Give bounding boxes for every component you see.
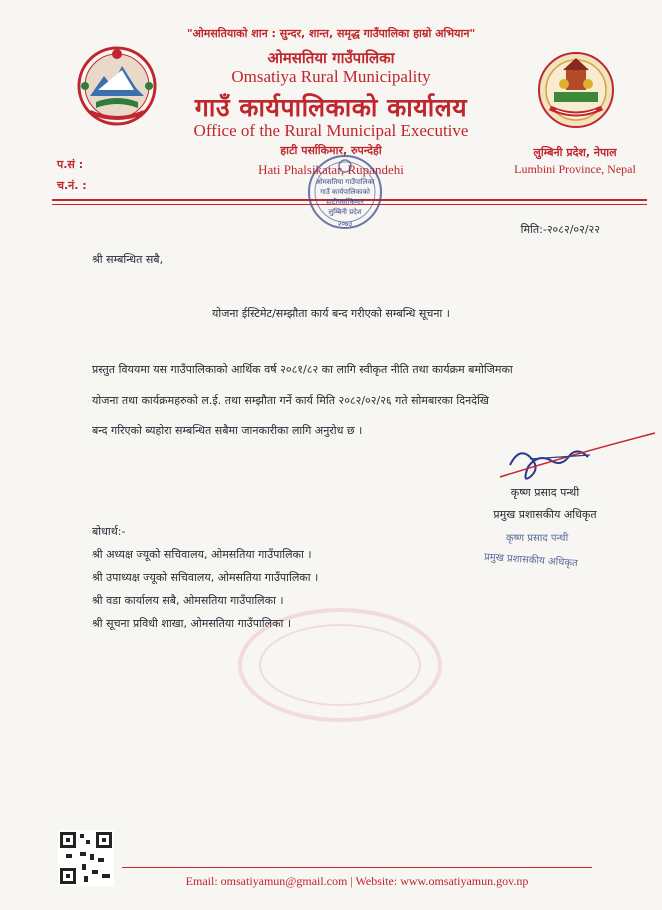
- stamp-line-3: हाटीपर्साकिमार: [326, 198, 364, 206]
- cc-label: बोधार्थ:-: [92, 525, 126, 538]
- letter-date: मिति:-२०८२/०२/२२: [520, 223, 600, 236]
- cc-item: श्री उपाध्यक्ष ज्यूको सचिवालय, ओमसतिया गाउँपालिका ।: [92, 571, 319, 584]
- stamp-line-1: ओमसतिया गाउँपालिका: [315, 178, 375, 186]
- address-english: Hati Phalsikatar, Rupandehi: [258, 162, 404, 177]
- letter-subject: योजना ईस्टिमेट/सम्झौता कार्य बन्द गरीएको सम्बन्धि सूचना ।: [212, 307, 450, 320]
- signatory-name: कृष्ण प्रसाद पन्थी: [510, 486, 580, 499]
- official-stamp: [304, 152, 386, 236]
- signatory-title: प्रमुख प्रशासकीय अधिकृत: [493, 508, 597, 521]
- footer-contact: Email: omsatiyamun@gmail.com | Website: www.omsatiyamun.gov.np: [185, 874, 529, 888]
- seal-title: प्रमुख प्रशासकीय अधिकृत: [483, 551, 579, 570]
- office-title-english: Office of the Rural Municipal Executive: [193, 121, 469, 140]
- dispatch-number-label: च.नं. :: [57, 179, 87, 192]
- cc-item: श्री वडा कार्यालय सबै, ओमसतिया गाउँपालिका ।: [92, 594, 284, 607]
- letterhead-slogan: "ओमसतियाको शान : सुन्दर, शान्त, समृद्ध गाउँपालिका हाम्रो अभियान": [186, 27, 476, 40]
- province-english: Lumbini Province, Nepal: [514, 162, 636, 176]
- body-line-3: बन्द गरिएको ब्यहोरा सम्बन्धित सबैमा जानकारीका लागि अनुरोध छ ।: [92, 424, 363, 437]
- stamp-line-4: लुम्बिनी प्रदेश: [328, 208, 362, 216]
- qr-code: [58, 830, 114, 886]
- seal-name: कृष्ण प्रसाद पन्थी: [506, 533, 569, 544]
- ref-number-label: प.सं :: [57, 158, 84, 171]
- province-nepali: लुम्बिनी प्रदेश, नेपाल: [533, 146, 617, 159]
- body-line-1: प्रस्तुत विययमा यस गाउँपालिकाको आर्थिक वर्ष २०८१/८२ का लागि स्वीकृत नीति तथा कार्यक्रम बमोजिमका: [92, 363, 513, 376]
- footer-rule: [122, 867, 592, 868]
- body-line-2: योजना तथा कार्यक्रमहरुको ल.ई. तथा सम्झौता गर्ने कार्य मिति २०८२/०२/२६ गते सोमबारका दिनदेखि: [92, 394, 489, 407]
- stamp-year: २०७३: [337, 220, 353, 228]
- org-name-nepali: ओमसतिया गाउँपालिका: [267, 49, 395, 67]
- org-name-english: Omsatiya Rural Municipality: [231, 67, 431, 86]
- cc-item: श्री अध्यक्ष ज्यूको सचिवालय, ओमसतिया गाउँपालिका ।: [92, 548, 312, 561]
- address-nepali: हाटी पर्साकिमार, रुपन्देही: [280, 144, 382, 157]
- cc-item: श्री सूचना प्रविधी शाखा, ओमसतिया गाउँपालिका ।: [92, 617, 292, 630]
- office-title-nepali: गाउँ कार्यपालिकाको कार्यालय: [194, 93, 468, 122]
- salutation: श्री सम्बन्धित सबै,: [92, 253, 164, 266]
- stamp-line-2: गाउँ कार्यपालिकाको: [320, 188, 370, 196]
